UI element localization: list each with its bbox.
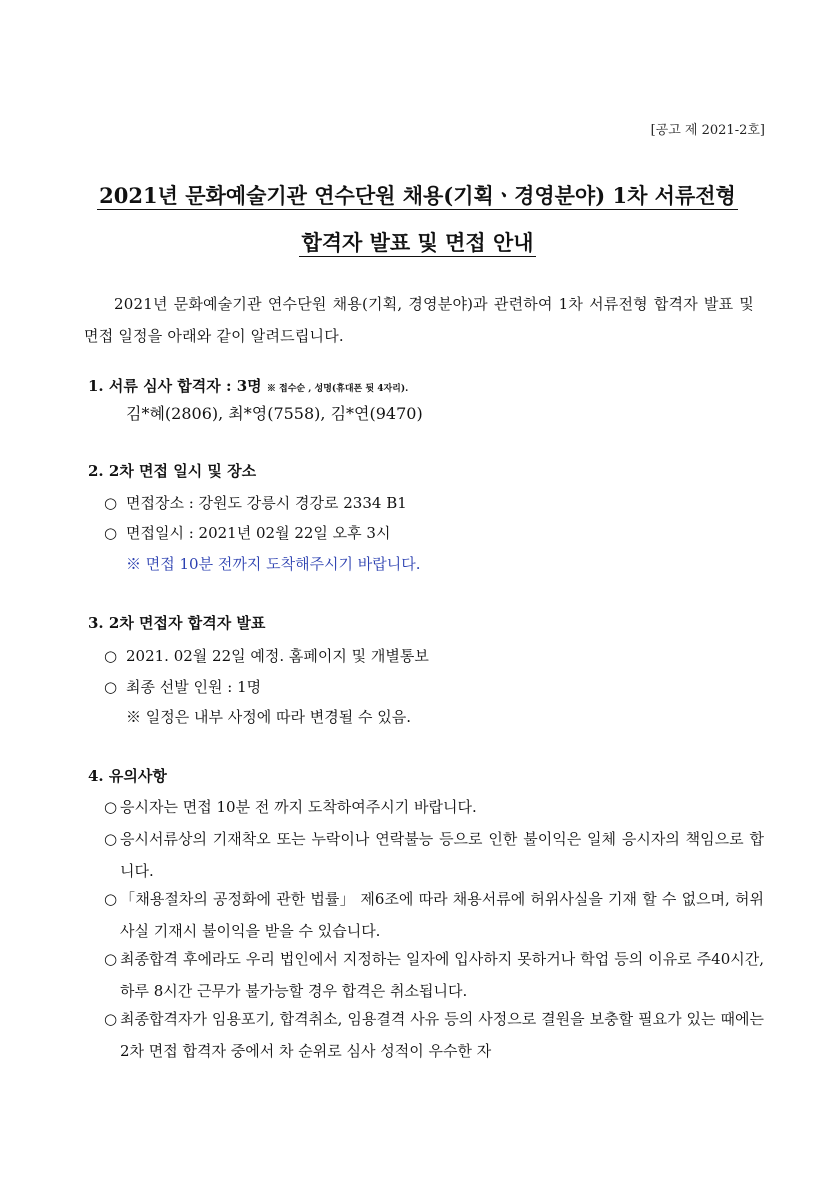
- section1-note: ※ 접수순 , 성명(휴대폰 뒷 4자리).: [266, 384, 409, 394]
- circle-bullet-icon: ○: [104, 678, 118, 696]
- document-title-line2: 합격자 발표 및 면접 안내: [301, 230, 534, 255]
- notice-number: [공고 제 2021-2호]: [650, 123, 765, 138]
- interview-place: ○ 면접장소 : 강원도 강릉시 경강로 2334 B1: [104, 494, 407, 512]
- caution-item: ○ 응시서류상의 기재착오 또는 누락이나 연락불능 등으로 인한 불이익은 일체 응시자의 책임으로 합니다.: [104, 823, 764, 887]
- announcement-date: ○ 2021. 02월 22일 예정. 홈페이지 및 개별통보: [104, 647, 429, 665]
- circle-bullet-icon: ○: [104, 1010, 118, 1028]
- final-selection-count: ○ 최종 선발 인원 : 1명: [104, 678, 262, 696]
- intro-paragraph: 2021년 문화예술기관 연수단원 채용(기획, 경영분야)과 관련하여 1차 서류전형 합격자 발표 및 면접 일정을 아래와 같이 알려드립니다.: [84, 295, 754, 345]
- caution-item: ○ 응시자는 면접 10분 전 까지 도착하여주시기 바랍니다.: [104, 791, 764, 823]
- section4-heading: 4. 유의사항: [88, 767, 167, 785]
- caution-item: ○ 최종합격 후에라도 우리 법인에서 지정하는 일자에 입사하지 못하거나 학업 등의 이유로 주40시간, 하루 8시간 근무가 불가능할 경우 합격은 취소됩니다.: [104, 943, 764, 1007]
- circle-bullet-icon: ○: [104, 524, 118, 542]
- section3-heading: 3. 2차 면접자 합격자 발표: [88, 614, 266, 632]
- circle-bullet-icon: ○: [104, 830, 118, 848]
- caution-item: ○ 최종합격자가 임용포기, 합격취소, 임용결격 사유 등의 사정으로 결원을 보충할 필요가 있는 때에는 2차 면접 합격자 중에서 차 순위로 심사 성적이 우수한 자: [104, 1003, 764, 1067]
- circle-bullet-icon: ○: [104, 647, 118, 665]
- section1-names: 김*혜(2806), 최*영(7558), 김*연(9470): [126, 404, 423, 423]
- circle-bullet-icon: ○: [104, 890, 118, 908]
- caution-item: ○ 「채용절차의 공정화에 관한 법률」 제6조에 따라 채용서류에 허위사실을 기재 할 수 없으며, 허위사실 기재시 불이익을 받을 수 있습니다.: [104, 883, 764, 947]
- circle-bullet-icon: ○: [104, 798, 118, 816]
- interview-arrival-note: ※ 면접 10분 전까지 도착해주시기 바랍니다.: [126, 555, 421, 573]
- section1-heading: 1. 서류 심사 합격자 : 3명 ※ 접수순 , 성명(휴대폰 뒷 4자리).: [88, 377, 409, 395]
- circle-bullet-icon: ○: [104, 494, 118, 512]
- schedule-change-note: ※ 일정은 내부 사정에 따라 변경될 수 있음.: [126, 708, 411, 726]
- document-title-line1: 2021년 문화예술기관 연수단원 채용(기획ㆍ경영분야) 1차 서류전형: [99, 183, 736, 208]
- section2-heading: 2. 2차 면접 일시 및 장소: [88, 462, 257, 480]
- circle-bullet-icon: ○: [104, 950, 118, 968]
- interview-time: ○ 면접일시 : 2021년 02월 22일 오후 3시: [104, 524, 391, 542]
